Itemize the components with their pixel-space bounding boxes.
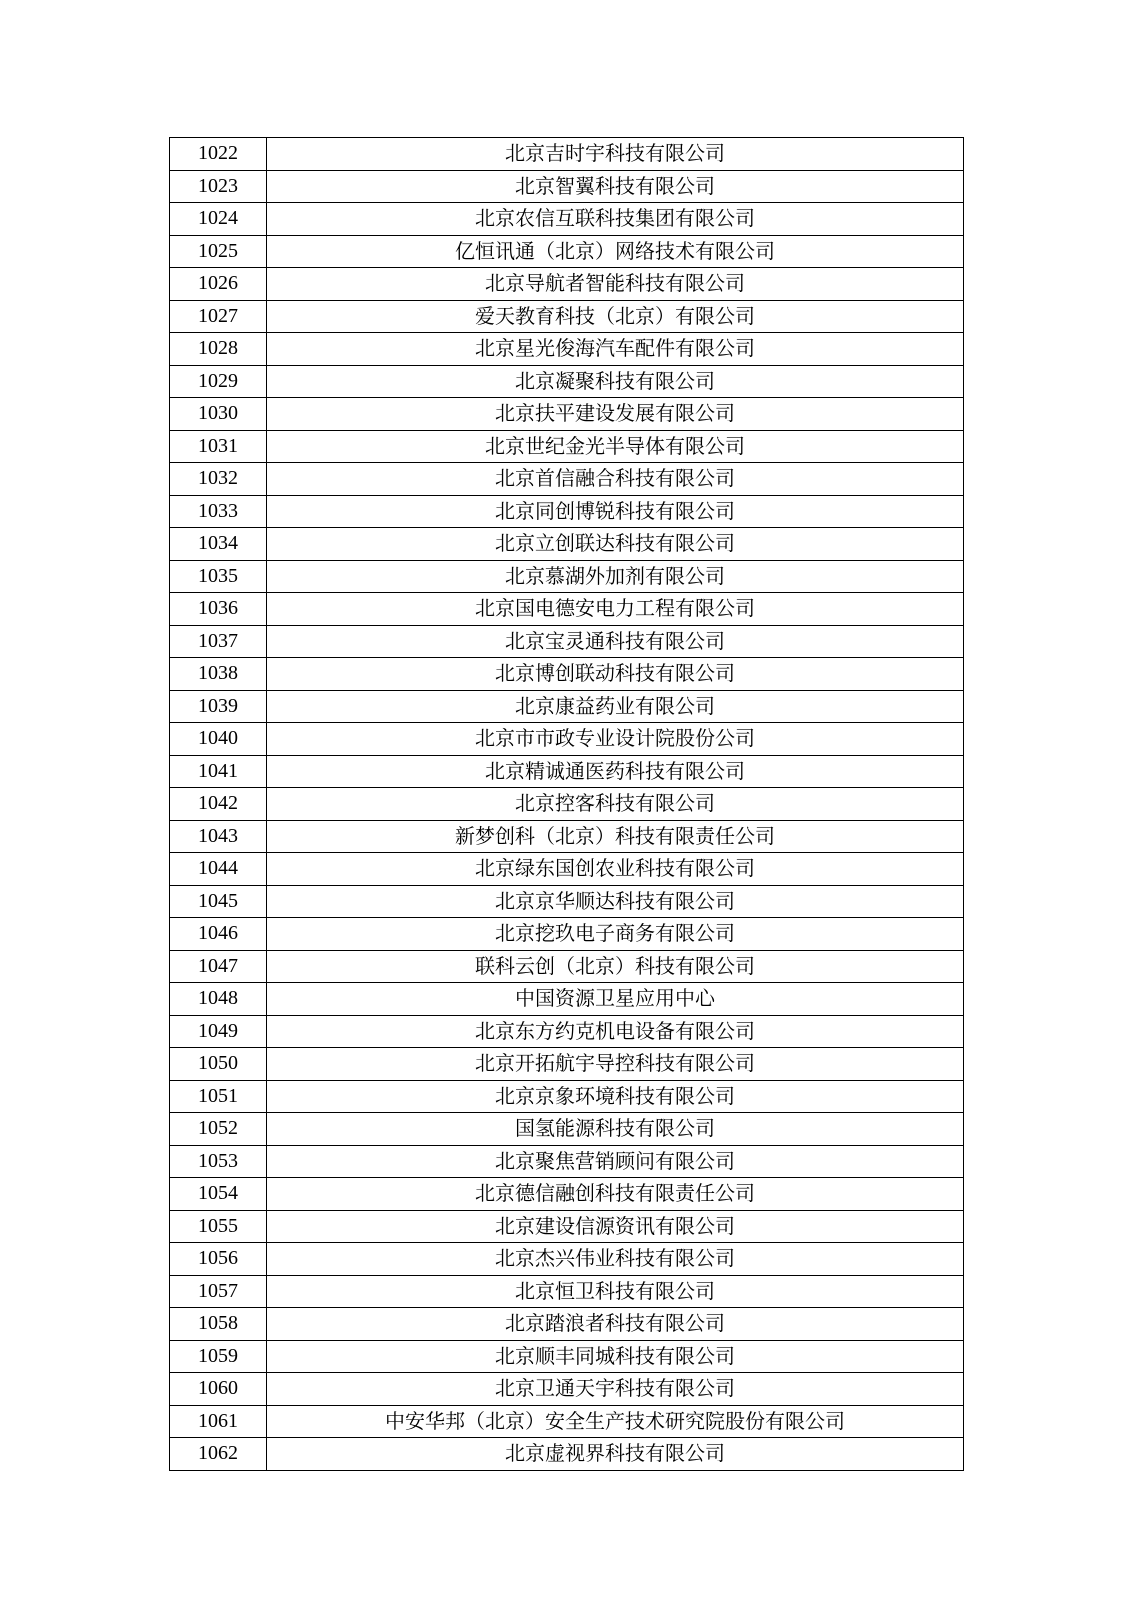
company-name-cell: 北京吉时宇科技有限公司 [267, 138, 964, 171]
company-name-cell: 中国资源卫星应用中心 [267, 983, 964, 1016]
table-row [170, 560, 964, 593]
company-name-cell: 北京虚视界科技有限公司 [267, 1438, 964, 1471]
table-row [170, 203, 964, 236]
row-number-cell: 1023 [170, 170, 267, 203]
table-row [170, 495, 964, 528]
row-number-cell: 1032 [170, 463, 267, 496]
table-row [170, 333, 964, 366]
table-row [170, 365, 964, 398]
company-name-cell: 北京立创联达科技有限公司 [267, 528, 964, 561]
company-name-cell: 北京慕湖外加剂有限公司 [267, 560, 964, 593]
table-row [170, 625, 964, 658]
company-name-cell: 北京首信融合科技有限公司 [267, 463, 964, 496]
row-number-cell: 1040 [170, 723, 267, 756]
row-number-cell: 1034 [170, 528, 267, 561]
row-number-cell: 1059 [170, 1340, 267, 1373]
row-number-cell: 1033 [170, 495, 267, 528]
company-list-body [170, 138, 964, 1471]
row-number-cell: 1047 [170, 950, 267, 983]
table-row [170, 918, 964, 951]
row-number-cell: 1024 [170, 203, 267, 236]
table-row [170, 398, 964, 431]
table-row [170, 1048, 964, 1081]
row-number-cell: 1042 [170, 788, 267, 821]
company-name-cell: 北京挖玖电子商务有限公司 [267, 918, 964, 951]
company-name-cell: 北京导航者智能科技有限公司 [267, 268, 964, 301]
row-number-cell: 1030 [170, 398, 267, 431]
row-number-cell: 1035 [170, 560, 267, 593]
table-row [170, 170, 964, 203]
table-row [170, 300, 964, 333]
row-number-cell: 1054 [170, 1178, 267, 1211]
row-number-cell: 1043 [170, 820, 267, 853]
table-row [170, 658, 964, 691]
table-row [170, 1080, 964, 1113]
row-number-cell: 1044 [170, 853, 267, 886]
row-number-cell: 1037 [170, 625, 267, 658]
row-number-cell: 1060 [170, 1373, 267, 1406]
table-row [170, 950, 964, 983]
table-row [170, 690, 964, 723]
table-row [170, 1405, 964, 1438]
row-number-cell: 1045 [170, 885, 267, 918]
company-name-cell: 中安华邦（北京）安全生产技术研究院股份有限公司 [267, 1405, 964, 1438]
company-name-cell: 亿恒讯通（北京）网络技术有限公司 [267, 235, 964, 268]
company-name-cell: 北京星光俊海汽车配件有限公司 [267, 333, 964, 366]
row-number-cell: 1050 [170, 1048, 267, 1081]
row-number-cell: 1048 [170, 983, 267, 1016]
table-row [170, 885, 964, 918]
row-number-cell: 1029 [170, 365, 267, 398]
row-number-cell: 1055 [170, 1210, 267, 1243]
company-name-cell: 北京开拓航宇导控科技有限公司 [267, 1048, 964, 1081]
table-row [170, 1438, 964, 1471]
row-number-cell: 1038 [170, 658, 267, 691]
table-row [170, 138, 964, 171]
company-name-cell: 爱天教育科技（北京）有限公司 [267, 300, 964, 333]
row-number-cell: 1052 [170, 1113, 267, 1146]
company-name-cell: 联科云创（北京）科技有限公司 [267, 950, 964, 983]
company-name-cell: 新梦创科（北京）科技有限责任公司 [267, 820, 964, 853]
table-row [170, 235, 964, 268]
row-number-cell: 1062 [170, 1438, 267, 1471]
table-row [170, 1243, 964, 1276]
company-name-cell: 北京绿东国创农业科技有限公司 [267, 853, 964, 886]
company-name-cell: 国氢能源科技有限公司 [267, 1113, 964, 1146]
row-number-cell: 1036 [170, 593, 267, 626]
company-name-cell: 北京康益药业有限公司 [267, 690, 964, 723]
table-row [170, 268, 964, 301]
table-row [170, 1373, 964, 1406]
company-name-cell: 北京京象环境科技有限公司 [267, 1080, 964, 1113]
table-row [170, 1145, 964, 1178]
company-name-cell: 北京智翼科技有限公司 [267, 170, 964, 203]
company-name-cell: 北京农信互联科技集团有限公司 [267, 203, 964, 236]
company-name-cell: 北京扶平建设发展有限公司 [267, 398, 964, 431]
row-number-cell: 1041 [170, 755, 267, 788]
company-name-cell: 北京国电德安电力工程有限公司 [267, 593, 964, 626]
company-name-cell: 北京博创联动科技有限公司 [267, 658, 964, 691]
row-number-cell: 1022 [170, 138, 267, 171]
company-name-cell: 北京市市政专业设计院股份公司 [267, 723, 964, 756]
company-name-cell: 北京凝聚科技有限公司 [267, 365, 964, 398]
company-name-cell: 北京同创博锐科技有限公司 [267, 495, 964, 528]
row-number-cell: 1039 [170, 690, 267, 723]
row-number-cell: 1058 [170, 1308, 267, 1341]
table-row [170, 463, 964, 496]
table-row [170, 820, 964, 853]
table-row [170, 755, 964, 788]
row-number-cell: 1031 [170, 430, 267, 463]
row-number-cell: 1056 [170, 1243, 267, 1276]
company-list-table [169, 137, 964, 1471]
row-number-cell: 1027 [170, 300, 267, 333]
company-name-cell: 北京德信融创科技有限责任公司 [267, 1178, 964, 1211]
row-number-cell: 1049 [170, 1015, 267, 1048]
table-row [170, 528, 964, 561]
table-row [170, 1210, 964, 1243]
table-row [170, 1113, 964, 1146]
company-name-cell: 北京恒卫科技有限公司 [267, 1275, 964, 1308]
table-row [170, 1340, 964, 1373]
row-number-cell: 1053 [170, 1145, 267, 1178]
company-name-cell: 北京控客科技有限公司 [267, 788, 964, 821]
company-name-cell: 北京宝灵通科技有限公司 [267, 625, 964, 658]
table-row [170, 1275, 964, 1308]
table-row [170, 853, 964, 886]
table-row [170, 1178, 964, 1211]
company-name-cell: 北京建设信源资讯有限公司 [267, 1210, 964, 1243]
company-name-cell: 北京顺丰同城科技有限公司 [267, 1340, 964, 1373]
company-name-cell: 北京精诚通医药科技有限公司 [267, 755, 964, 788]
company-name-cell: 北京杰兴伟业科技有限公司 [267, 1243, 964, 1276]
table-row [170, 430, 964, 463]
company-name-cell: 北京世纪金光半导体有限公司 [267, 430, 964, 463]
company-name-cell: 北京踏浪者科技有限公司 [267, 1308, 964, 1341]
row-number-cell: 1061 [170, 1405, 267, 1438]
table-row [170, 1015, 964, 1048]
table-row [170, 593, 964, 626]
company-name-cell: 北京卫通天宇科技有限公司 [267, 1373, 964, 1406]
row-number-cell: 1026 [170, 268, 267, 301]
row-number-cell: 1051 [170, 1080, 267, 1113]
table-row [170, 723, 964, 756]
row-number-cell: 1046 [170, 918, 267, 951]
row-number-cell: 1028 [170, 333, 267, 366]
table-row [170, 1308, 964, 1341]
row-number-cell: 1025 [170, 235, 267, 268]
row-number-cell: 1057 [170, 1275, 267, 1308]
table-row [170, 983, 964, 1016]
company-name-cell: 北京聚焦营销顾问有限公司 [267, 1145, 964, 1178]
table-row [170, 788, 964, 821]
company-name-cell: 北京京华顺达科技有限公司 [267, 885, 964, 918]
company-name-cell: 北京东方约克机电设备有限公司 [267, 1015, 964, 1048]
